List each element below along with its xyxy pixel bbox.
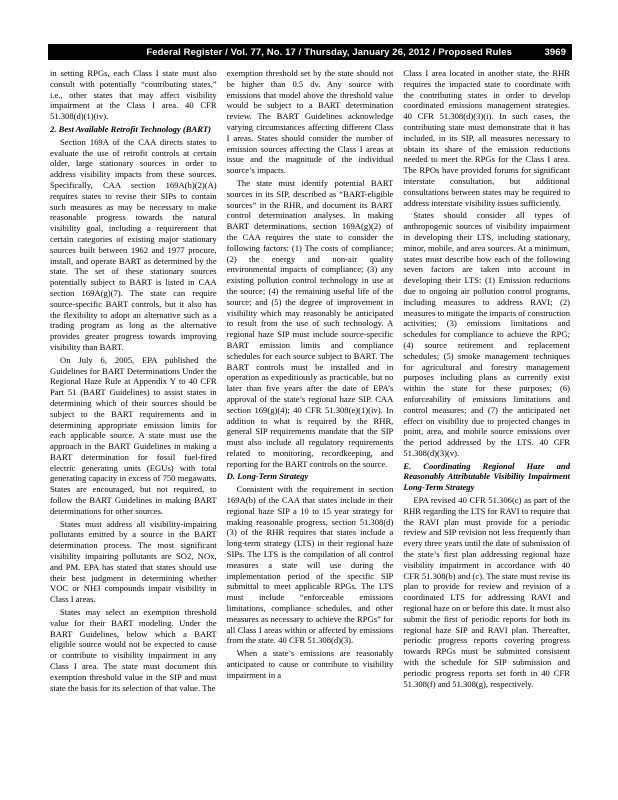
- paragraph: States may select an exemption threshold value for their BART modeling. Under the BART Guidelines, below which a BART eligible source would not be expected to cause or contribute to visibility impairment in any Class I area. The state must document this exemption threshold value in the SIP and must state the basis for its selection of that value. The: [50, 607, 217, 693]
- page-number: 3969: [544, 46, 566, 58]
- paragraph: Section 169A of the CAA directs states to evaluate the use of retrofit controls at certain older, large stationary sources in order to address visibility impacts from these sources. Specifically, CAA section 169A(b)(2)(A) requires states to revise their SIPs to contain such measures as may be necessary to make reasonable progress towards the natural visibility goal, including a requirement that certain categories of existing major stationary sources built between 1962 and 1977 procure, install, and operate BART as determined by the state. The set of these stationary sources potentially subject to BART is listed in CAA section 169A(g)(7). The state can require source-specific BART controls, but it also has the flexibility to adopt an alternative such as a trading program as long as the alternative provides greater progress towards improving visibility than BART.: [50, 136, 217, 352]
- column-2: [227, 68, 394, 782]
- paragraph: Class I area located in another state, the RHR requires the impacted state to coordinate with the contributing states in order to develop coordinated emissions management strategies. 40 CFR 51.308(d)(3)(i). In such cases, the contributing state must demonstrate that it has included, in its SIP, all measures necessary to obtain its share of the emission reductions needed to meet the RPGs for the Class I area. The RPOs have provided forums for significant interstate consultation, but additional consultations between states may be required to address interstate visibility issues sufficiently.: [403, 68, 570, 208]
- paragraph: On July 6, 2005, EPA published the Guidelines for BART Determinations Under the Regional Haze Rule at Appendix Y to 40 CFR Part 51 (BART Guidelines) to assist states in determining which of their sources should be subject to the BART requirements and in determining appropriate emission limits for each applicable source. A state must use the approach in the BART Guidelines in making a BART determination for fossil fuel-fired electric generating units (EGUs) with total generating capacity in excess of 750 megawatts. States are encouraged, but not required, to follow the BART Guidelines in making BART determinations for other sources.: [50, 354, 217, 516]
- section-heading: 2. Best Available Retrofit Technology (BART): [50, 123, 212, 134]
- paragraph: EPA revised 40 CFR 51.306(c) as part of the RHR regarding the LTS for RAVI to require that the RAVI plan must provide for a periodic review and SIP revision not less frequently than every three years until the date of submission of the state’s first plan addressing regional haze visibility impairment in accordance with 40 CFR 51.308(b) and (c). The state must revise its plan to provide for review and revision of a coordinated LTS for addressing RAVI and regional haze on or before this date. It must also submit the first of periodic reports for both its regional haze SIP and RAVI plan. Thereafter, periodic progress reports covering progress towards RPGs must be submitted consistent with the schedule for SIP submission and periodic progress reports set forth in 40 CFR 51.308(f) and 51.308(g), respectively.: [403, 495, 570, 689]
- column-3: [403, 68, 570, 782]
- paragraph: When a state’s emissions are reasonably anticipated to cause or contribute to visibility impairment in a: [226, 648, 394, 680]
- paragraph: in setting RPGs, each Class I state must also consult with potentially “contributing states,” i.e., other states that may affect visibility impairment at the Class I area. 40 CFR 51.308(d)(1)(iv).: [50, 68, 217, 122]
- page-header: [48, 44, 572, 60]
- section-heading: E. Coordinating Regional Haze and Reasonably Attributable Visibility Impairment Long-Term Strategy: [403, 460, 570, 493]
- text-columns: [50, 68, 570, 782]
- paragraph: exemption threshold set by the state should not be higher than 0.5 dv. Any source with emissions that model above the threshold value would be subject to a BART determination review. The BART Guidelines acknowledge varying circumstances affecting different Class I areas. States should consider the number of emission sources affecting the Class I areas at issue and the magnitude of the individual source’s impacts.: [226, 68, 394, 176]
- paragraph: States must address all visibility-impairing pollutants emitted by a source in the BART determination process. The most significant visibility impairing pollutants are SO2, NOx, and PM. EPA has stated that states should use their best judgment in determining whether VOC or NH3 compounds impair visibility in Class I areas.: [50, 518, 217, 605]
- paragraph: The state must identify potential BART sources in its SIP, described as “BART-eligible sources” in the RHR, and document its BART control determination analyses. In making BART determinations, section 169A(g)(2) of the CAA requires the state to consider the following factors: (1) The costs of compliance; (2) the energy and non-air quality environmental impacts of compliance; (3) any existing pollution control technology in use at the source; (4) the remaining useful life of the source; and (5) the degree of improvement in visibility which may reasonably be anticipated to result from the use of such technology. A regional haze SIP must include source-specific BART emission limits and compliance schedules for each source subject to BART. The BART controls must be installed and in operation as expeditiously as practicable, but no later than five years after the date of EPA’s approval of the state’s regional haze SIP. CAA section 169(g)(4); 40 CFR 51.308(e)(1)(iv). In addition to what is required by the RHR, general SIP requirements mandate that the SIP must also include all regulatory requirements related to monitoring, recordkeeping, and reporting for the BART controls on the source.: [226, 177, 394, 469]
- column-1: [50, 68, 217, 782]
- section-heading: D. Long-Term Strategy: [226, 471, 309, 482]
- paragraph: Consistent with the requirement in section 169A(b) of the CAA that states include in their regional haze SIP a 10 to 15 year strategy for making reasonable progress, section 51.308(d)(3) of the RHR requires that states include a long-term strategy (LTS) in their regional haze SIPs. The LTS is the compilation of all control measures a state will use during the implementation period of the specific SIP submittal to meet applicable RPGs. The LTS must include “enforceable emissions limitations, compliance schedules, and other measures as necessary to achieve the RPGs” for all Class I areas within or affected by emissions from the state. 40 CFR 51.308(d)(3).: [226, 484, 394, 646]
- header-title: Federal Register / Vol. 77, No. 17 / Thursday, January 26, 2012 / Proposed Rules: [146, 46, 512, 58]
- paragraph: States should consider all types of anthropogenic sources of visibility impairment in developing their LTS, including stationary, minor, mobile, and area sources. At a minimum, states must describe how each of the following seven factors are taken into account in developing their LTS: (1) Emission reductions due to ongoing air pollution control programs, including measures to address RAVI; (2) measures to mitigate the impacts of construction activities; (3) emissions limitations and schedules for compliance to achieve the RPG; (4) source retirement and replacement schedules; (5) smoke management techniques for agricultural and forestry management purposes including plans as currently exist within the state for these purposes; (6) enforceability of emissions limitations and control measures; and (7) the anticipated net effect on visibility due to projected changes in point, area, and mobile source emissions over the period addressed by the LTS. 40 CFR 51.308(d)(3)(v).: [403, 210, 570, 458]
